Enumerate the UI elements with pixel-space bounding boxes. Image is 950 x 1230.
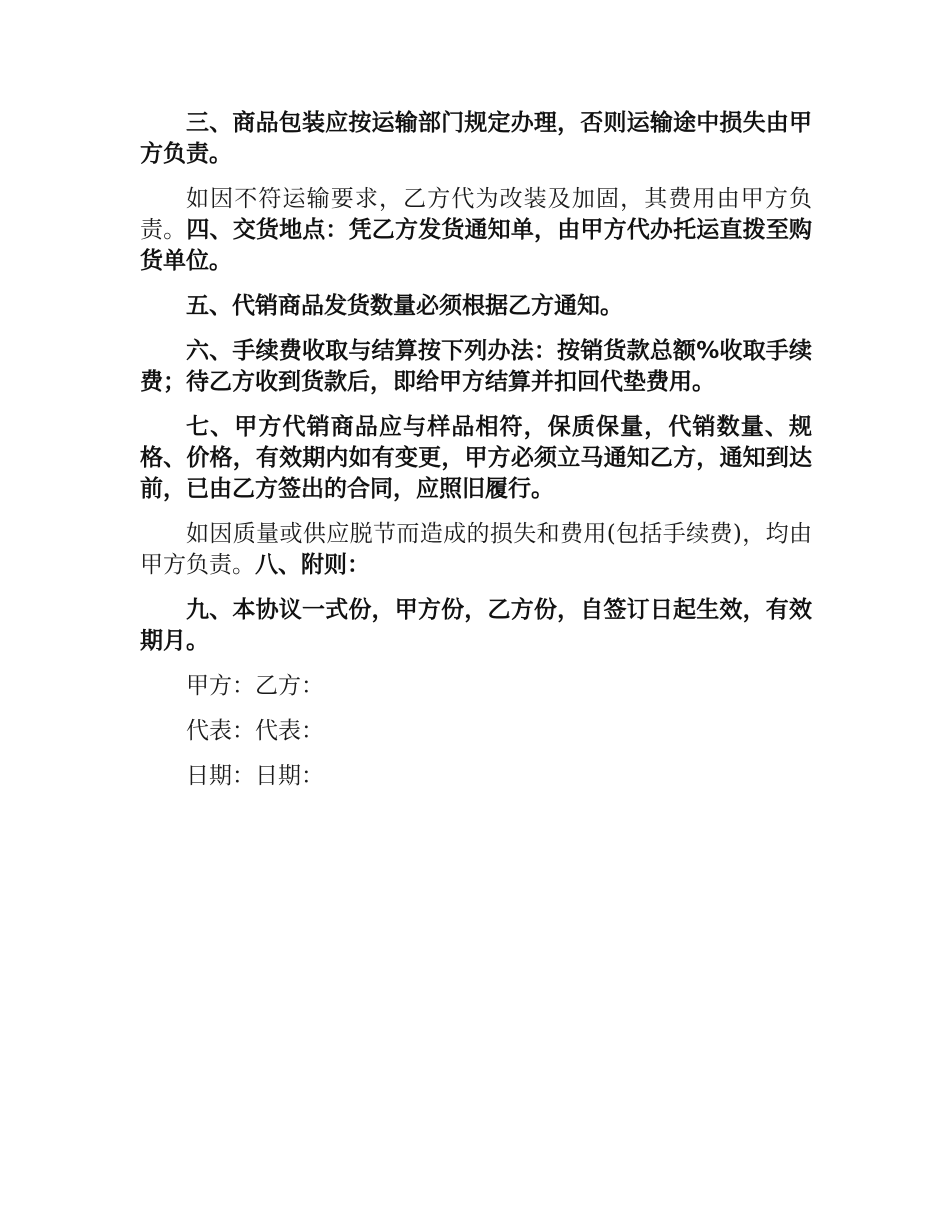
appendix-heading: 八、附则： xyxy=(255,552,370,578)
packaging-note: 如因不符运输要求，乙方代为改装及加固，其费用由甲方负责。 xyxy=(140,186,812,243)
signature-representatives: 代表：代表： xyxy=(186,718,324,744)
clause-3-packaging: 三、商品包装应按运输部门规定办理，否则运输途中损失由甲方负责。 xyxy=(140,110,812,167)
liability-note: 如因质量或供应脱节而造成的损失和费用(包括手续费)，均由甲方负责。 xyxy=(140,521,812,578)
clause-6-fees: 六、手续费收取与结算按下列办法：按销货款总额%收取手续费；待乙方收到货款后，即给甲方结算并扣回代垫费用。 xyxy=(140,338,812,395)
clause-5-quantity: 五、代销商品发货数量必须根据乙方通知。 xyxy=(186,293,623,319)
clause-8-appendix xyxy=(140,519,812,581)
clause-9-copies: 九、本协议一式份，甲方份，乙方份，自签订日起生效，有效期月。 xyxy=(140,597,812,654)
signature-dates: 日期：日期： xyxy=(186,763,324,789)
clause-7-quality: 七、甲方代销商品应与样品相符，保质保量，代销数量、规格、价格，有效期内如有变更，甲方必须立马通知乙方，通知到达前，已由乙方签出的合同，应照旧履行。 xyxy=(140,414,812,502)
delivery-location: 四、交货地点：凭乙方发货通知单，由甲方代办托运直拨至购货单位。 xyxy=(140,217,813,274)
document-page xyxy=(140,108,812,806)
clause-4-delivery xyxy=(140,184,812,277)
signature-parties: 甲方：乙方： xyxy=(186,673,324,699)
